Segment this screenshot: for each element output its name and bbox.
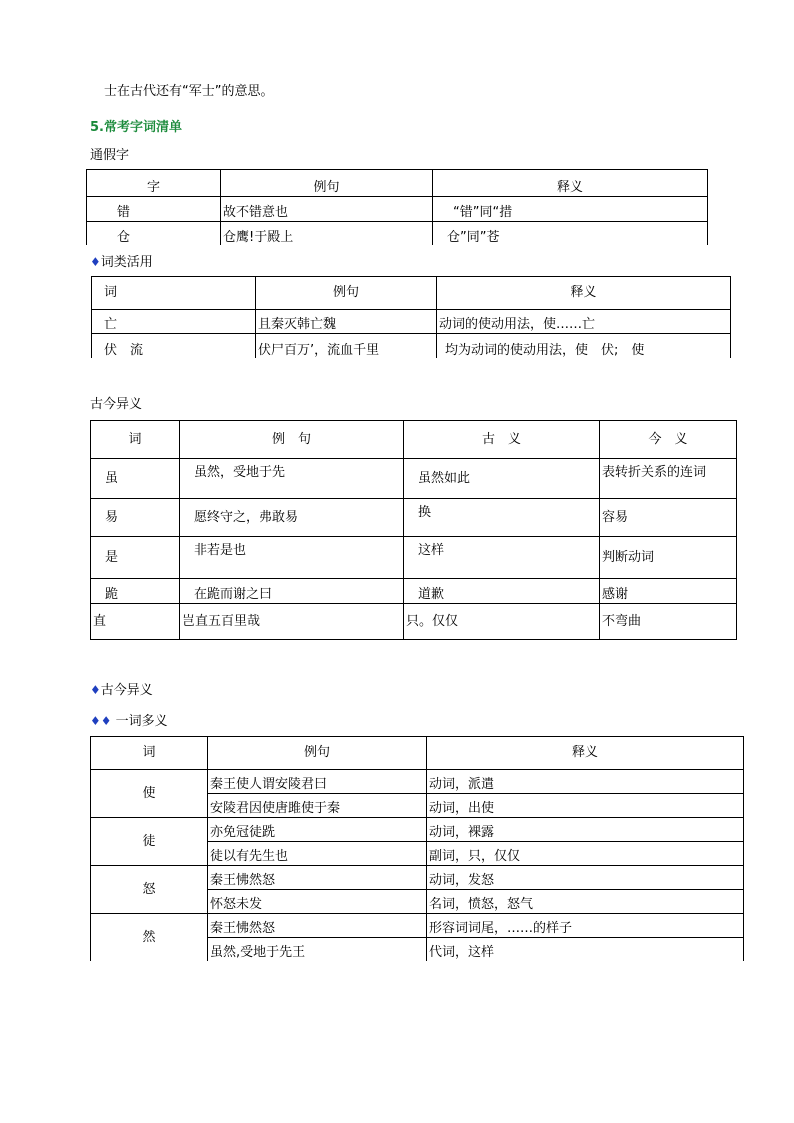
- meaning-cell: 动词，派遣: [427, 770, 744, 794]
- example-cell: 在跪而谢之曰: [180, 579, 404, 604]
- yici-table-clip: [90, 736, 744, 961]
- word-cell: 跪: [91, 579, 180, 604]
- table-row: [92, 310, 731, 334]
- example-cell: 伏尸百万’，流血千里: [256, 334, 437, 359]
- meaning-cell: 仓”同”苍: [433, 222, 708, 246]
- gujin-title: 古今异义: [90, 397, 143, 412]
- cilei-table-clip: [91, 276, 731, 358]
- header-cell: 释义: [427, 737, 744, 770]
- header-cell: 字: [87, 170, 221, 197]
- example-cell: 虽然，受地于先: [180, 459, 404, 499]
- ancient-meaning-cell: 这样: [404, 537, 600, 579]
- table-row: [91, 770, 744, 794]
- meaning-cell: 动词，出使: [427, 794, 744, 818]
- table-row: [87, 197, 708, 222]
- table-row: [92, 334, 731, 359]
- example-cell: 且秦灭韩亡魏: [256, 310, 437, 334]
- word-cell: 虽: [91, 459, 180, 499]
- word-cell: 仓: [87, 222, 221, 246]
- diamond-icon: ♦: [90, 683, 101, 697]
- section-title: 5.常考字词清单: [90, 120, 182, 135]
- table-row: [91, 459, 737, 499]
- word-cell: 直: [91, 604, 180, 640]
- word-cell: 是: [91, 537, 180, 579]
- ancient-meaning-cell: 虽然如此: [404, 459, 600, 499]
- example-cell: 岂直五百里哉: [180, 604, 404, 640]
- yici-title-line: [90, 713, 168, 730]
- meaning-cell: 动词的使动用法，使……亡: [437, 310, 731, 334]
- header-cell: 例句: [256, 277, 437, 310]
- ancient-meaning-cell: 换: [404, 499, 600, 537]
- example-cell: 秦王怫然怒: [208, 914, 427, 938]
- example-cell: 秦王使人谓安陵君曰: [208, 770, 427, 794]
- header-cell: 词: [92, 277, 256, 310]
- cilei-title: 词类活用: [100, 255, 153, 270]
- gujin2-title: 古今异义: [100, 683, 153, 698]
- example-cell: 故不错意也: [221, 197, 433, 222]
- meaning-cell: 副词，只，仅仅: [427, 842, 744, 866]
- header-cell: 例句: [221, 170, 433, 197]
- word-cell: 徒: [91, 818, 208, 866]
- meaning-cell: “错”同“措: [433, 197, 708, 222]
- table-row: [91, 537, 737, 579]
- table-header-row: [91, 421, 737, 459]
- meaning-cell: 形容词词尾，……的样子: [427, 914, 744, 938]
- gujin2-title-line: [90, 682, 153, 699]
- diamond-icon: ♦: [90, 255, 101, 269]
- yici-title: 一词多义: [115, 714, 168, 729]
- header-cell: 释义: [433, 170, 708, 197]
- example-cell: 虽然,受地于先王: [208, 938, 427, 962]
- word-cell: 错: [87, 197, 221, 222]
- modern-meaning-cell: 表转折关系的连词: [600, 459, 737, 499]
- diamond-icon: ♦♦: [90, 714, 112, 728]
- example-cell: 怀怒未发: [208, 890, 427, 914]
- example-cell: 愿终守之，弗敢易: [180, 499, 404, 537]
- word-cell: 亡: [92, 310, 256, 334]
- example-cell: 亦免冠徒跣: [208, 818, 427, 842]
- modern-meaning-cell: 容易: [600, 499, 737, 537]
- meaning-cell: 均为动词的使动用法，使 伏; 使: [437, 334, 731, 359]
- ancient-meaning-cell: 道歉: [404, 579, 600, 604]
- meaning-cell: 动词，裸露: [427, 818, 744, 842]
- table-header-row: [91, 737, 744, 770]
- modern-meaning-cell: 不弯曲: [600, 604, 737, 640]
- word-cell: 使: [91, 770, 208, 818]
- modern-meaning-cell: 感谢: [600, 579, 737, 604]
- meaning-cell: 名词，愤怒，怒气: [427, 890, 744, 914]
- word-cell: 怒: [91, 866, 208, 914]
- example-cell: 非若是也: [180, 537, 404, 579]
- intro-text: 士在古代还有“军士”的意思。: [104, 84, 274, 99]
- cilei-table: [91, 276, 731, 358]
- tongjia-table-clip: [86, 169, 708, 245]
- example-cell: 安陵君因使唐雎使于秦: [208, 794, 427, 818]
- header-cell: 今 义: [600, 421, 737, 459]
- header-cell: 词: [91, 421, 180, 459]
- meaning-cell: 代词，这样: [427, 938, 744, 962]
- ancient-meaning-cell: 只。仅仅: [404, 604, 600, 640]
- tongjia-title: 通假字: [90, 148, 130, 163]
- word-cell: 易: [91, 499, 180, 537]
- modern-meaning-cell: 判断动词: [600, 537, 737, 579]
- table-row: [91, 499, 737, 537]
- word-cell: 伏 流: [92, 334, 256, 359]
- header-cell: 古 义: [404, 421, 600, 459]
- example-cell: 秦王怫然怒: [208, 866, 427, 890]
- table-header-row: [92, 277, 731, 310]
- header-cell: 释义: [437, 277, 731, 310]
- header-cell: 例 句: [180, 421, 404, 459]
- table-row: [91, 866, 744, 890]
- table-row: [91, 579, 737, 604]
- example-cell: 徒以有先生也: [208, 842, 427, 866]
- table-header-row: [87, 170, 708, 197]
- header-cell: 词: [91, 737, 208, 770]
- example-cell: 仓鹰!于殿上: [221, 222, 433, 246]
- word-cell: 然: [91, 914, 208, 962]
- table-row: [91, 818, 744, 842]
- yici-table: [90, 736, 744, 961]
- meaning-cell: 动词，发怒: [427, 866, 744, 890]
- header-cell: 例句: [208, 737, 427, 770]
- table-row: [91, 914, 744, 938]
- table-row: [91, 604, 737, 640]
- tongjia-table: [86, 169, 708, 245]
- table-row: [87, 222, 708, 246]
- gujin-table: [90, 420, 737, 640]
- cilei-title-line: [90, 254, 153, 271]
